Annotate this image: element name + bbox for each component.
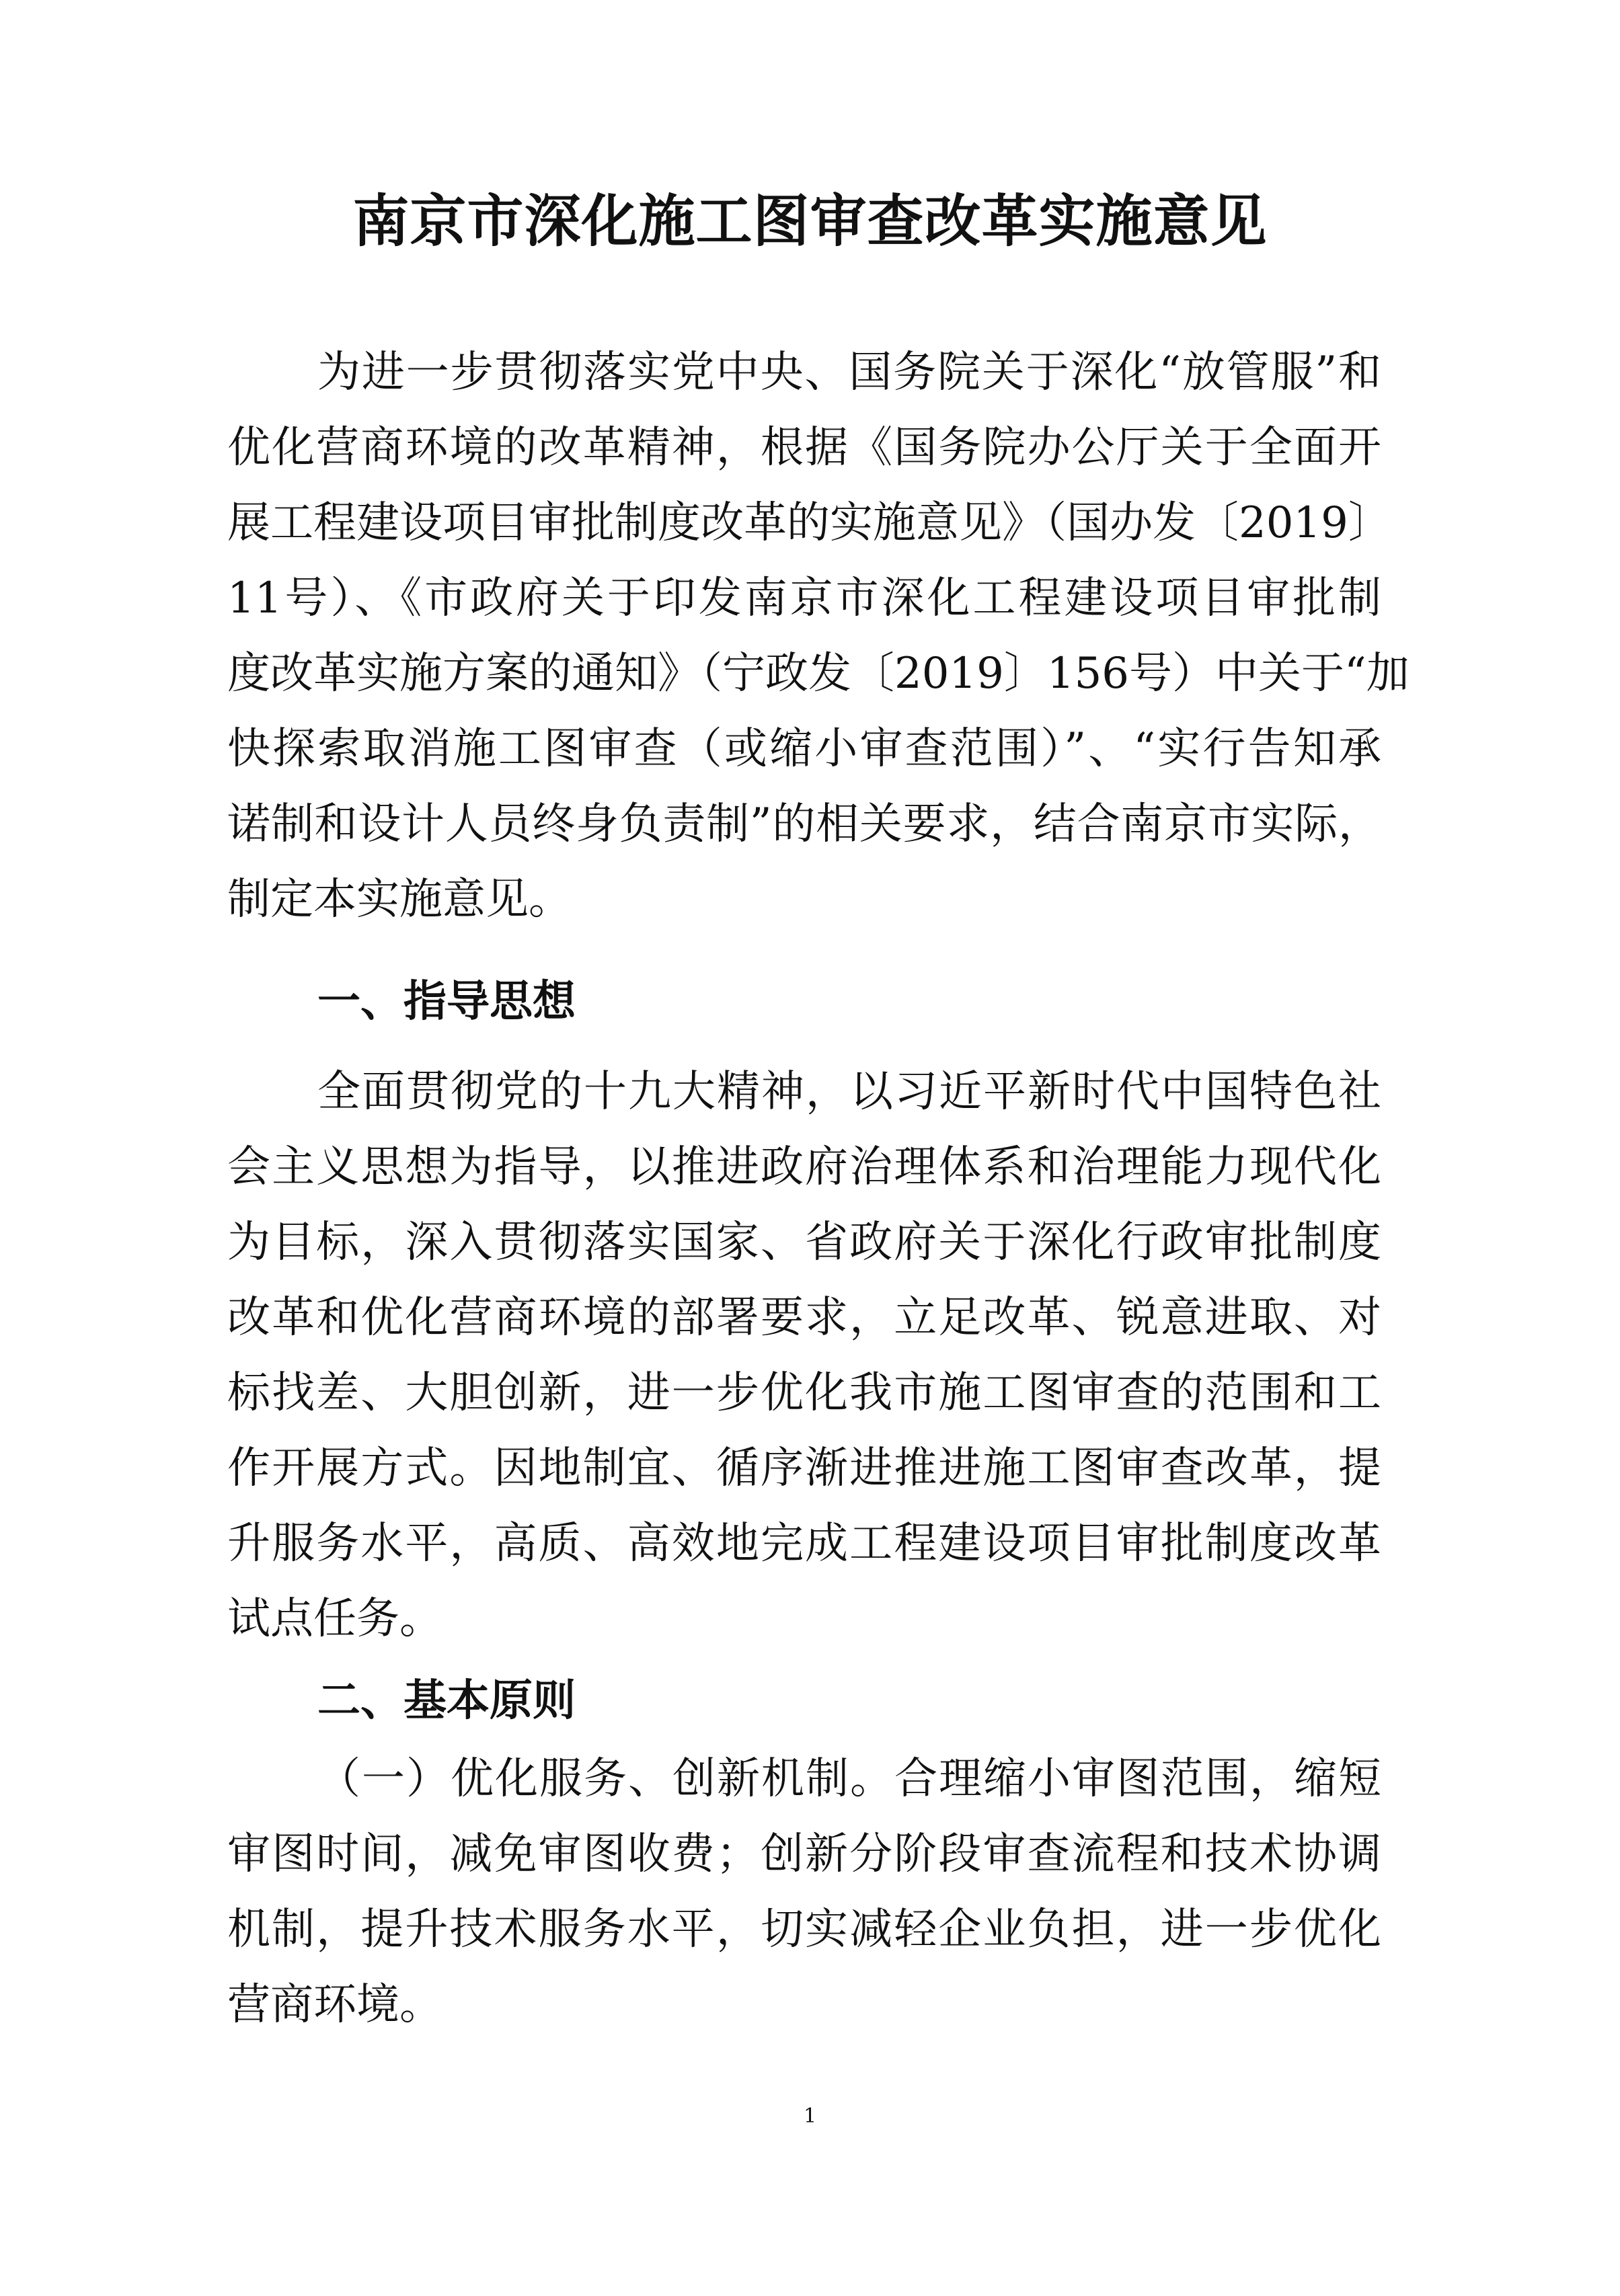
section1-line: 全面贯彻党的十九大精神，以习近平新时代中国特色社 <box>317 1067 1381 1117</box>
section-heading: 一、指导思想 <box>317 977 576 1027</box>
section1-line: 改革和优化营商环境的部署要求，立足改革、锐意进取、对 <box>227 1293 1381 1343</box>
intro-line: 优化营商环境的改革精神，根据《国务院办公厅关于全面开 <box>227 423 1381 473</box>
section2-line: 审图时间，减免审图收费；创新分阶段审查流程和技术协调 <box>227 1829 1381 1879</box>
section2-line: （一）优化服务、创新机制。合理缩小审图范围，缩短 <box>317 1754 1381 1804</box>
section2-line: 营商环境。 <box>227 1980 442 2030</box>
section1-line: 试点任务。 <box>227 1594 442 1644</box>
intro-line: 诺制和设计人员终身负责制”的相关要求，结合南京市实际， <box>227 799 1381 849</box>
section-heading: 二、基本原则 <box>317 1676 576 1726</box>
intro-line: 快探索取消施工图审查（或缩小审查范围）”、“实行告知承 <box>227 724 1381 774</box>
intro-line: 制定本实施意见。 <box>227 875 572 924</box>
intro-line: 11号）、《市政府关于印发南京市深化工程建设项目审批制 <box>227 573 1381 623</box>
section1-line: 标找差、大胆创新，进一步优化我市施工图审查的范围和工 <box>227 1368 1381 1418</box>
intro-line: 展工程建设项目审批制度改革的实施意见》（国办发〔2019〕 <box>227 498 1391 548</box>
document-title: 南京市深化施工图审查改革实施意见 <box>352 188 1268 254</box>
section1-line: 作开展方式。因地制宜、循序渐进推进施工图审查改革，提 <box>227 1443 1381 1493</box>
section2-line: 机制，提升技术服务水平，切实减轻企业负担，进一步优化 <box>227 1905 1381 1954</box>
section1-line: 升服务水平，高质、高效地完成工程建设项目审批制度改革 <box>227 1519 1381 1569</box>
intro-line: 度改革实施方案的通知》（宁政发〔2019〕156号）中关于“加 <box>227 649 1410 699</box>
intro-line: 为进一步贯彻落实党中央、国务院关于深化“放管服”和 <box>317 348 1381 397</box>
section1-line: 为目标，深入贯彻落实国家、省政府关于深化行政审批制度 <box>227 1218 1381 1267</box>
page-number: 1 <box>803 2104 817 2128</box>
section1-line: 会主义思想为指导，以推进政府治理体系和治理能力现代化 <box>227 1142 1381 1192</box>
